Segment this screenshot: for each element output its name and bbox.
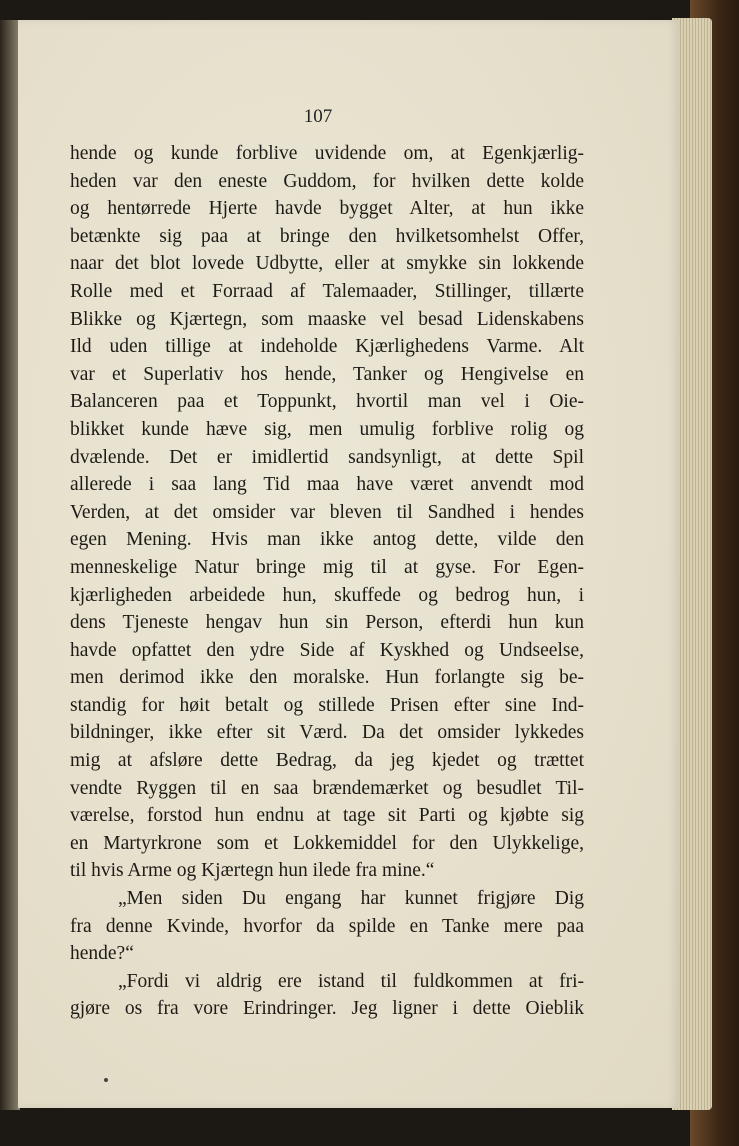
text-line: fra denne Kvinde, hvorfor da spilde en Tanke mere paa — [70, 915, 584, 937]
text-line: til hvis Arme og Kjærtegn hun ilede fra mine.“ — [70, 860, 435, 882]
text-line: Verden, at det omsider var bleven til Sandhed i hendes — [70, 501, 584, 523]
text-line: Blikke og Kjærtegn, som maaske vel besad Lidenskabens — [70, 308, 584, 330]
text-line: heden var den eneste Guddom, for hvilken dette kolde — [70, 170, 584, 192]
text-line: blikket kunde hæve sig, men umulig forblive rolig og — [70, 418, 584, 440]
text-line: hende og kunde forblive uvidende om, at Egenkjærlig- — [70, 143, 584, 164]
text-line: kjærligheden arbeidede hun, skuffede og bedrog hun, i — [70, 584, 584, 606]
text-line: og hentørrede Hjerte havde bygget Alter, at hun ikke — [70, 198, 584, 220]
text-line: en Martyrkrone som et Lokkemiddel for den Ulykkelige, — [70, 832, 584, 854]
book-page — [18, 20, 680, 1108]
text-line: Balanceren paa et Toppunkt, hvortil man vel i Oie- — [70, 391, 584, 413]
text-line: bildninger, ikke efter sit Værd. Da det omsider lykkedes — [70, 722, 584, 744]
text-line: „Fordi vi aldrig ere istand til fuldkommen at fri- — [118, 970, 584, 992]
text-line: allerede i saa lang Tid maa have været anvendt mod — [70, 474, 584, 496]
text-line: egen Mening. Hvis man ikke antog dette, vilde den — [70, 529, 584, 551]
page-number: 107 — [303, 106, 333, 127]
text-line: men derimod ikke den moralske. Hun forlangte sig be- — [70, 667, 584, 689]
text-line: standig for høit betalt og stillede Prisen efter sine Ind- — [70, 694, 584, 716]
text-line: dens Tjeneste hengav hun sin Person, efterdi hun kun — [70, 612, 584, 634]
printer-mark — [104, 1078, 108, 1082]
body-text — [70, 140, 584, 1023]
text-line: naar det blot lovede Udbytte, eller at smykke sin lokkende — [70, 253, 584, 275]
text-line: betænkte sig paa at bringe den hvilketsomhelst Offer, — [70, 225, 584, 247]
adjacent-page-edge — [0, 20, 20, 1110]
text-line: Ild uden tillige at indeholde Kjærlighedens Varme. Alt — [70, 336, 584, 358]
text-line: „Men siden Du engang har kunnet frigjøre Dig — [118, 888, 584, 910]
text-line: hende?“ — [70, 943, 134, 965]
text-line: værelse, forstod hun endnu at tage sit Parti og kjøbte sig — [70, 805, 584, 827]
text-line: havde opfattet den ydre Side af Kyskhed og Undseelse, — [70, 639, 584, 661]
text-line: menneskelige Natur bringe mig til at gyse. For Egen- — [70, 556, 584, 578]
text-line: dvælende. Det er imidlertid sandsynligt, at dette Spil — [70, 446, 584, 468]
text-line: gjøre os fra vore Erindringer. Jeg ligner i dette Oieblik — [70, 998, 584, 1020]
text-line: var et Superlativ hos hende, Tanker og Hengivelse en — [70, 363, 584, 385]
text-line: mig at afsløre dette Bedrag, da jeg kjedet og trættet — [70, 750, 584, 772]
text-line: Rolle med et Forraad af Talemaader, Stillinger, tillærte — [70, 280, 584, 302]
text-line: vendte Ryggen til en saa brændemærket og besudlet Til- — [70, 777, 584, 799]
